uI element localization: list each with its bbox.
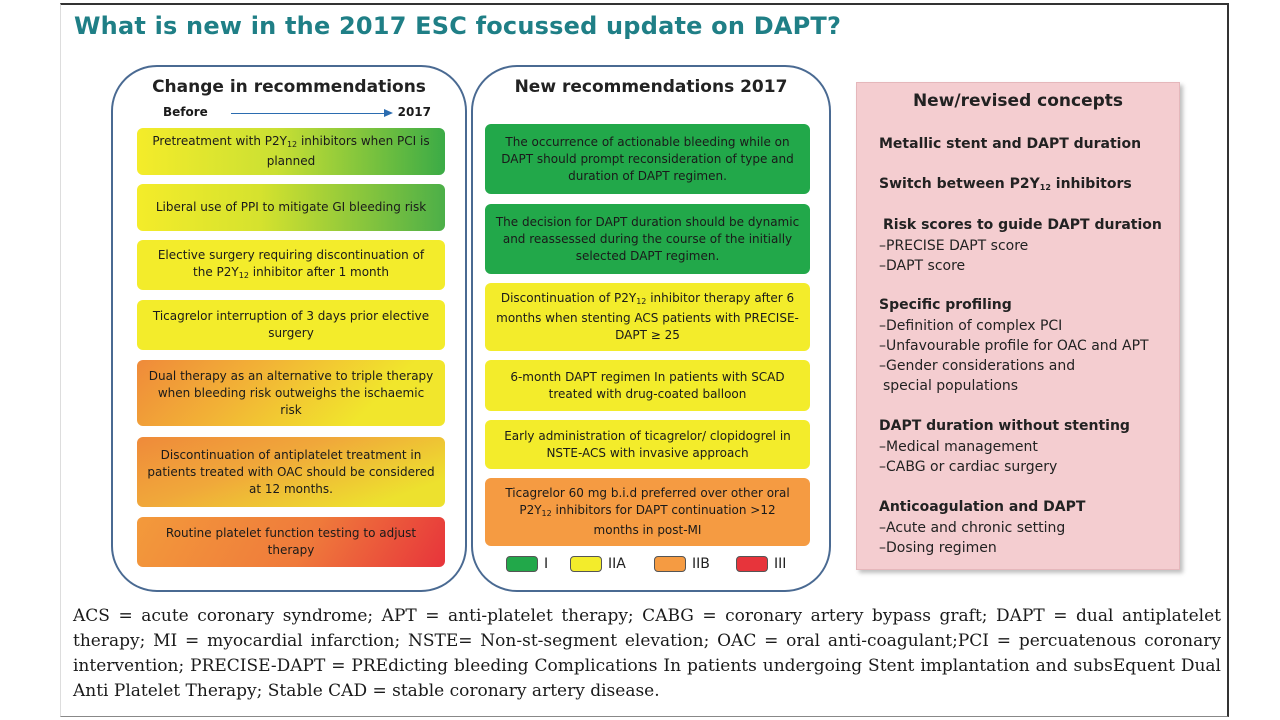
concept-risk-score-dapt: –DAPT score — [879, 258, 966, 274]
abbreviations-footnote: ACS = acute coronary syndrome; APT = anti-platelet therapy; CABG = coronary artery bypass graft; DAPT = dual antiplatelet therapy; MI = myocardial infarction; NSTE= Non-st-segment elevation; OAC = oral anti-coagulant;PCI = percuatenous coronary intervention; PRECISE-DAPT = PREdicting bleeding Complications In patients undergoing Stent implantation and subsEquent Dual Anti Platelet Therapy; Stable CAD = stable coronary artery disease. — [73, 606, 1221, 701]
change-item: Routine platelet function testing to adjust therapy — [137, 517, 445, 567]
concepts-heading: New/revised concepts — [912, 91, 1124, 111]
legend-swatch — [736, 556, 768, 572]
new-item: Early administration of ticagrelor/ clopidogrel in NSTE-ACS with invasive approach — [485, 420, 810, 469]
change-item: Dual therapy as an alternative to triple therapy when bleeding risk outweighs the ischaemic risk — [137, 360, 445, 426]
concept-switch-p2y12: Switch between $P2Y_{12}$ inhibitors — [879, 176, 1132, 192]
change-item: Elective surgery requiring discontinuation of the $P2Y_{12}$ inhibitor after 1 month — [137, 240, 445, 290]
change-item: Discontinuation of antiplatelet treatment in patients treated with OAC should be considered at 12 months. — [137, 437, 445, 507]
legend-item-IIA: IIA — [570, 556, 626, 572]
legend-item-I: I — [506, 556, 548, 572]
before-after-arrow — [161, 105, 431, 121]
concept-stenting-item: –Medical management — [879, 439, 1038, 455]
concept-stenting-item: –CABG or cardiac surgery — [879, 459, 1058, 475]
figure-title: What is new in the 2017 ESC focussed update on DAPT? — [74, 12, 842, 40]
change-item: Pretreatment with $P2Y_{12}$ inhibitors when PCI is planned — [137, 128, 445, 175]
legend-item-III: III — [736, 556, 786, 572]
new-item: Ticagrelor 60 mg b.i.d preferred over other oral $P2Y_{12}$ inhibitors for DAPT continuation >12 months in post-MI — [485, 478, 810, 546]
concept-dapt-without-stenting: DAPT duration without stenting — [879, 418, 1130, 434]
new-item: 6-month DAPT regimen In patients with SCAD treated with drug-coated balloon — [485, 360, 810, 411]
legend-swatch — [506, 556, 538, 572]
concept-metallic-stent: Metallic stent and DAPT duration — [879, 136, 1142, 152]
concept-risk-score-precise: –PRECISE DAPT score — [879, 238, 1029, 254]
concept-profiling-item: special populations — [883, 378, 1019, 394]
change-column-heading: Change in recommendations — [152, 77, 426, 97]
change-item: Liberal use of PPI to mitigate GI bleeding risk — [137, 184, 445, 231]
concept-profiling-item: –Gender considerations and — [879, 358, 1076, 374]
legend-item-IIB: IIB — [654, 556, 710, 572]
before-label: Before — [163, 105, 208, 119]
concept-risk-scores: Risk scores to guide DAPT duration — [883, 217, 1162, 233]
arrow-right-icon — [384, 109, 393, 117]
concept-profiling-item: –Definition of complex PCI — [879, 318, 1063, 334]
concept-anticoagulation: Anticoagulation and DAPT — [879, 499, 1086, 515]
after-label: 2017 — [397, 105, 431, 119]
concept-anticoagulation-item: –Acute and chronic setting — [879, 520, 1066, 536]
concept-profiling-item: –Unfavourable profile for OAC and APT — [879, 338, 1149, 354]
new-revised-concepts-panel — [856, 82, 1180, 570]
concept-anticoagulation-item: –Dosing regimen — [879, 540, 997, 556]
legend-swatch — [570, 556, 602, 572]
change-item: Ticagrelor interruption of 3 days prior elective surgery — [137, 300, 445, 350]
new-column-heading: New recommendations 2017 — [514, 77, 788, 97]
new-item: Discontinuation of $P2Y_{12}$ inhibitor therapy after 6 months when stenting ACS patients with PRECISE-DAPT ≥ 25 — [485, 283, 810, 351]
new-item: The occurrence of actionable bleeding while on DAPT should prompt reconsideration of type and duration of DAPT regimen. — [485, 124, 810, 194]
legend-swatch — [654, 556, 686, 572]
concept-specific-profiling: Specific profiling — [879, 297, 1012, 313]
arrow-line — [231, 113, 385, 114]
class-legend — [506, 556, 806, 578]
new-item: The decision for DAPT duration should be dynamic and reassessed during the course of the initially selected DAPT regimen. — [485, 204, 810, 274]
